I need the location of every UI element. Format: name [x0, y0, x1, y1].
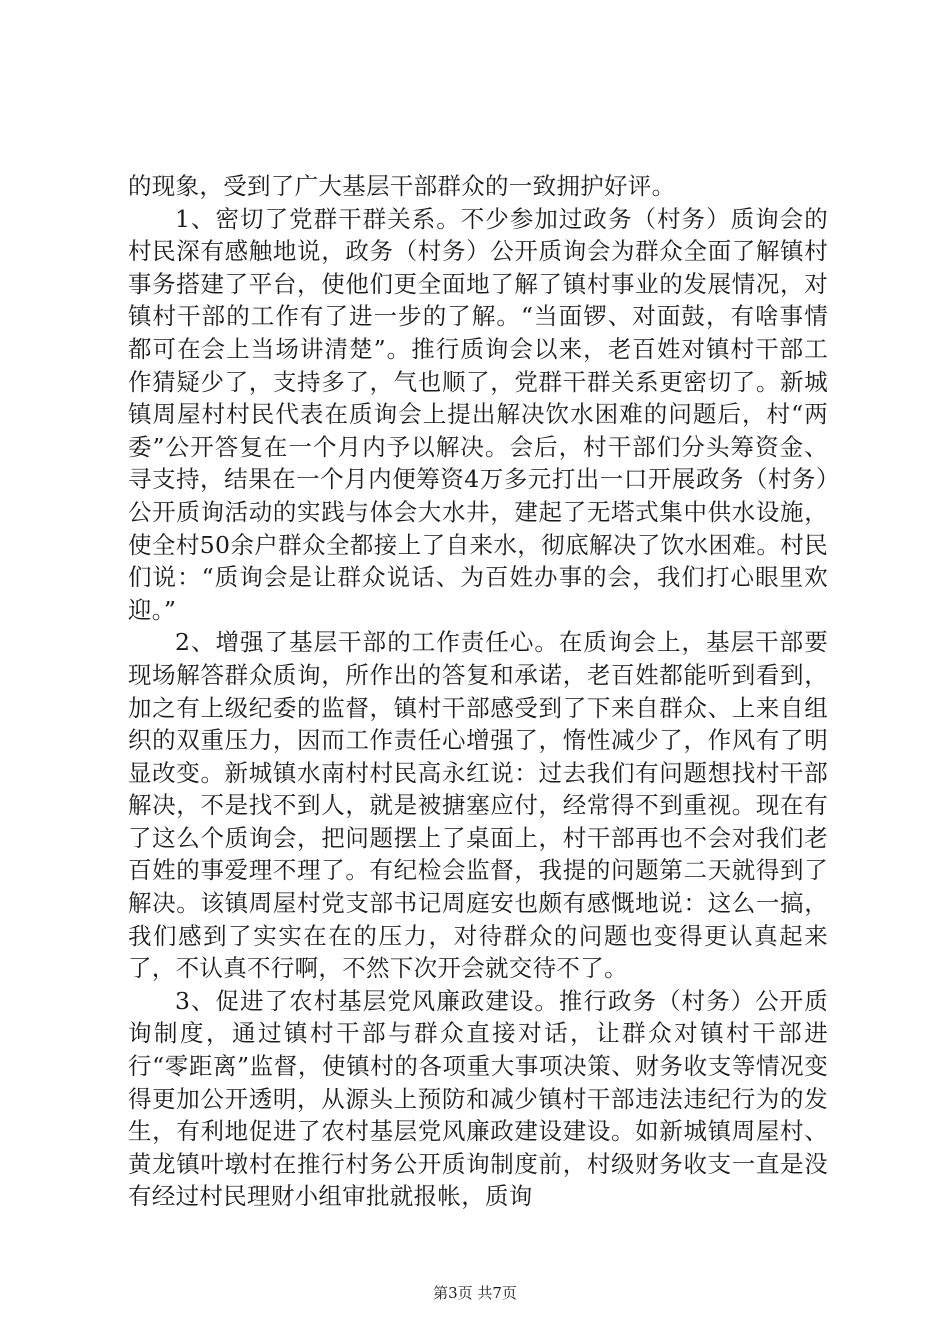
page-footer: 第3页 共7页 [433, 1284, 517, 1302]
document-body [128, 170, 828, 1213]
paragraph-point-3: 3、促进了农村基层党风廉政建设。推行政务（村务）公开质询制度，通过镇村干部与群众直接对话，让群众对镇村干部进行“零距离”监督，使镇村的各项重大事项决策、财务收支等情况变得更加公开透明，从源头上预防和减少镇村干部违法违纪行为的发生，有利地促进了农村基层党风廉政建设建设。如新城镇周屋村、黄龙镇叶墩村在推行村务公开质询制度前，村级财务收支一直是没有经过村民理财小组审批就报帐，质询 [128, 986, 828, 1211]
paragraph-point-1: 1、密切了党群干群关系。不少参加过政务（村务）质询会的村民深有感触地说，政务（村务）公开质询会为群众全面了解镇村事务搭建了平台，使他们更全面地了解了镇村事业的发展情况，对镇村干部的工作有了进一步的了解。“当面锣、对面鼓，有啥事情都可在会上当场讲清楚”。推行质询会以来，老百姓对镇村干部工作猜疑少了，支持多了，气也顺了，党群干群关系更密切了。新城镇周屋村村民代表在质询会上提出解决饮水困难的问题后，村“两委”公开答复在一个月内予以解决。会后，村干部们分头筹资金、寻支持，结果在一个月内便筹资4万多元打出一口开展政务（村务）公开质询活动的实践与体会大水井，建起了无塔式集中供水设施，使全村50余户群众全都接上了自来水，彻底解决了饮水困难。村民们说：“质询会是让群众说话、为百姓办事的会，我们打心眼里欢迎。” [128, 204, 828, 624]
paragraph-continuation: 的现象，受到了广大基层干部群众的一致拥护好评。 [128, 172, 676, 200]
paragraph-point-2: 2、增强了基层干部的工作责任心。在质询会上，基层干部要现场解答群众质询，所作出的答复和承诺，老百姓都能听到看到，加之有上级纪委的监督，镇村干部感受到了下来自群众、上来自组织的双重压力，因而工作责任心增强了，惰性减少了，作风有了明显改变。新城镇水南村村民高永红说：过去我们有问题想找村干部解决，不是找不到人，就是被搪塞应付，经常得不到重视。现在有了这么个质询会，把问题摆上了桌面上，村干部再也不会对我们老百姓的事爱理不理了。有纪检会监督，我提的问题第二天就得到了解决。该镇周屋村党支部书记周庭安也颇有感慨地说：这么一搞，我们感到了实实在在的压力，对待群众的问题也变得更认真起来了，不认真不行啊，不然下次开会就交待不了。 [128, 628, 828, 983]
